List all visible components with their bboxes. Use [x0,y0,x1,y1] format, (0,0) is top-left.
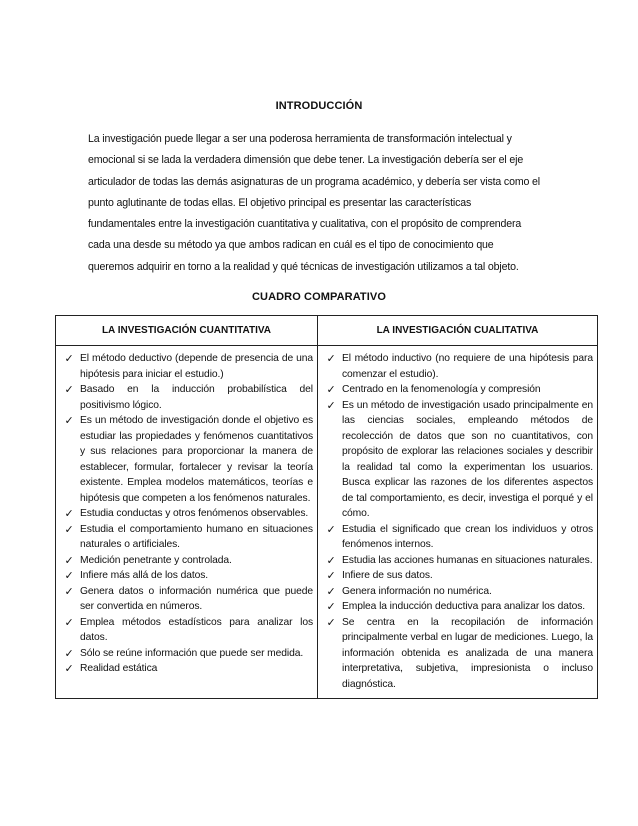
introduction-line: emocional si se lada la verdadera dimensión que debe tener. La investigación debería ser el eje [88,154,524,167]
list-item [60,382,313,413]
checkmark-icon: ✓ [64,662,74,675]
introduction-line: fundamentales entre la investigación cuantitativa y cualitativa, con el propósito de comprendera [88,218,522,231]
introduction-line: La investigación puede llegar a ser una poderosa herramienta de transformación intelectual y [88,133,512,145]
checkmark-icon: ✓ [64,414,74,427]
list-item [322,584,593,600]
list-item [60,413,313,506]
quantitative-column-header: LA INVESTIGACIÓN CUANTITATIVA [56,316,318,346]
comparison-heading: CUADRO COMPARATIVO [252,291,386,303]
list-item-text: Infiere más allá de los datos. [80,570,209,581]
checkmark-icon: ✓ [326,569,336,582]
list-item [60,351,313,382]
introduction-paragraph [88,129,558,278]
introduction-line: cada una desde su método ya que ambos radican en cuál es el tipo de conocimiento que [88,239,494,252]
checkmark-icon: ✓ [326,352,336,365]
checkmark-icon: ✓ [64,352,74,365]
list-item [60,568,313,584]
list-item [60,553,313,569]
list-item-text: Medición penetrante y controlada. [80,554,232,566]
checkmark-icon: ✓ [326,383,336,396]
checkmark-icon: ✓ [326,553,336,567]
list-item [322,553,593,569]
comparison-table [55,315,598,699]
list-item [322,568,593,584]
qualitative-list [322,351,593,692]
checkmark-icon: ✓ [64,584,74,598]
list-item [60,661,313,677]
checkmark-icon: ✓ [326,398,336,412]
checkmark-icon: ✓ [64,646,74,660]
qualitative-column [318,346,598,699]
list-item-text: Realidad estática [80,663,158,674]
checkmark-icon: ✓ [64,507,74,520]
list-item-text: Estudia las acciones humanas en situaciones naturales. [342,554,593,566]
list-item-text: Infiere de sus datos. [342,570,433,581]
checkmark-icon: ✓ [326,584,336,598]
list-item-text: Genera datos o información numérica que puede ser convertida en números. [80,585,313,612]
introduction-line: articulador de todas las demás asignaturas de un programa académico, y debería ser vista como el [88,175,540,188]
list-item [322,522,593,553]
qualitative-column-header: LA INVESTIGACIÓN CUALITATIVA [318,316,598,346]
list-item-text: El método inductivo (no requiere de una hipótesis para comenzar el estudio). [342,353,593,380]
list-item [322,599,593,615]
list-item [60,615,313,646]
list-item-text: Estudia el significado que crean los individuos y otros fenómenos internos. [342,523,593,550]
list-item-text: Sólo se reúne información que puede ser medida. [80,647,304,659]
list-item-text: Se centra en la recopilación de información principalmente verbal en lugar de mediciones. Luego, la información obtenida es analizada de una manera interpretativa, subjetiva, impresionista o incluso diagnóstica. [342,616,593,690]
checkmark-icon: ✓ [64,569,74,582]
list-item [322,398,593,522]
list-item-text: Emplea la inducción deductiva para analizar los datos. [342,601,586,612]
list-item [60,506,313,522]
list-item [322,351,593,382]
introduction-line: punto aglutinante de todas ellas. El objetivo principal es presentar las características [88,196,472,209]
checkmark-icon: ✓ [326,615,336,629]
list-item-text: Basado en la inducción probabilística del positivismo lógico. [80,384,313,411]
list-item [322,382,593,398]
comparison-body-row [56,346,598,699]
list-item-text: Es un método de investigación donde el objetivo es estudiar las propiedades y fenómenos cuantitativos y sus relaciones para proporcionar la manera de establecer, formular, fortalecer y revisar la teoría existente. Emplea modelos matemáticos, teorías e hipótesis que competen a los fenómenos naturales. [80,415,313,504]
checkmark-icon: ✓ [64,553,74,567]
list-item-text: Emplea métodos estadísticos para analizar los datos. [80,616,313,643]
checkmark-icon: ✓ [326,600,336,613]
list-item-text: Es un método de investigación usado principalmente en las ciencias sociales, empleando métodos de recolección de datos que son no cuantitativos, con propósito de explorar las relaciones sociales y describir la realidad tal como la experimentan los usuarios. Busca explicar las razones de los diferentes aspectos de tal comportamiento, es decir, investiga el porqué y el cómo. [342,399,593,519]
quantitative-column [56,346,318,699]
list-item-text: Centrado en la fenomenología y compresión [342,384,541,395]
list-item-text: El método deductivo (depende de presencia de una hipótesis para iniciar el estudio.) [80,353,313,380]
list-item [322,615,593,693]
introduction-heading: INTRODUCCIÓN [275,100,363,112]
checkmark-icon: ✓ [64,522,74,536]
list-item [60,584,313,615]
list-item [60,646,313,662]
list-item-text: Estudia el comportamiento humano en situaciones naturales o artificiales. [80,523,313,550]
list-item-text: Genera información no numérica. [342,585,492,597]
checkmark-icon: ✓ [64,615,74,629]
checkmark-icon: ✓ [64,383,74,396]
list-item-text: Estudia conductas y otros fenómenos observables. [80,508,309,519]
checkmark-icon: ✓ [326,522,336,536]
quantitative-list [60,351,313,677]
introduction-line: queremos adquirir en torno a la realidad y qué técnicas de investigación utilizamos a tal objeto. [88,260,519,273]
comparison-header-row [56,316,598,346]
list-item [60,522,313,553]
